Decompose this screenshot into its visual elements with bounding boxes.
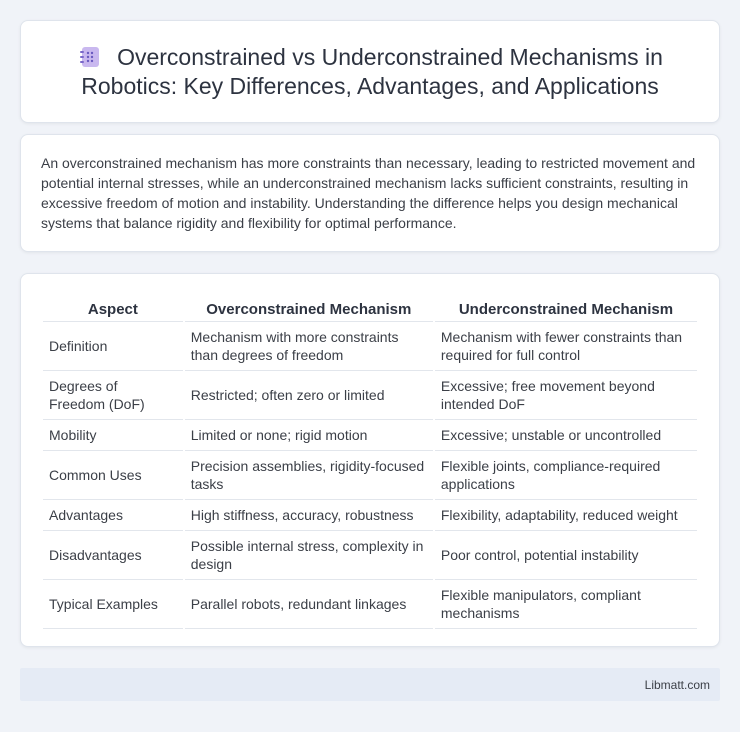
notebook-icon bbox=[77, 46, 103, 68]
row-underconstrained: Flexible joints, compliance-required applications bbox=[435, 451, 697, 500]
intro-card bbox=[20, 134, 720, 252]
table-row bbox=[43, 420, 697, 451]
table-row bbox=[43, 371, 697, 420]
title-card bbox=[20, 20, 720, 123]
row-overconstrained: Possible internal stress, complexity in design bbox=[185, 531, 433, 580]
row-underconstrained: Mechanism with fewer constraints than required for full control bbox=[435, 322, 697, 371]
row-overconstrained: Restricted; often zero or limited bbox=[185, 371, 433, 420]
row-overconstrained: Parallel robots, redundant linkages bbox=[185, 580, 433, 629]
comparison-card bbox=[20, 273, 720, 647]
row-aspect: Typical Examples bbox=[43, 580, 183, 629]
page-title bbox=[50, 43, 690, 101]
table-row bbox=[43, 531, 697, 580]
row-overconstrained: Limited or none; rigid motion bbox=[185, 420, 433, 451]
header-overconstrained: Overconstrained Mechanism bbox=[185, 294, 433, 322]
header-underconstrained: Underconstrained Mechanism bbox=[435, 294, 697, 322]
row-aspect: Definition bbox=[43, 322, 183, 371]
row-underconstrained: Poor control, potential instability bbox=[435, 531, 697, 580]
row-underconstrained: Flexible manipulators, compliant mechanisms bbox=[435, 580, 697, 629]
row-underconstrained: Excessive; unstable or uncontrolled bbox=[435, 420, 697, 451]
table-header-row bbox=[43, 294, 697, 322]
title-text: Overconstrained vs Underconstrained Mechanisms in Robotics: Key Differences, Advantages, and Applications bbox=[81, 43, 663, 99]
header-aspect: Aspect bbox=[43, 294, 183, 322]
table-row bbox=[43, 580, 697, 629]
row-overconstrained: Precision assemblies, rigidity-focused tasks bbox=[185, 451, 433, 500]
row-aspect: Mobility bbox=[43, 420, 183, 451]
row-underconstrained: Flexibility, adaptability, reduced weight bbox=[435, 500, 697, 531]
footer-brand-link[interactable]: Libmatt.com bbox=[644, 677, 710, 692]
row-underconstrained: Excessive; free movement beyond intended DoF bbox=[435, 371, 697, 420]
row-overconstrained: Mechanism with more constraints than degrees of freedom bbox=[185, 322, 433, 371]
table-row bbox=[43, 322, 697, 371]
table-row bbox=[43, 451, 697, 500]
table-row bbox=[43, 500, 697, 531]
row-aspect: Common Uses bbox=[43, 451, 183, 500]
comparison-table bbox=[41, 294, 699, 629]
intro-paragraph: An overconstrained mechanism has more constraints than necessary, leading to restricted movement and potential internal stresses, while an underconstrained mechanism lacks sufficient constraints, resulting in excessive freedom of motion and instability. Understanding the difference helps you design mechanical systems that balance rigidity and flexibility for optimal performance. bbox=[41, 155, 696, 231]
footer bbox=[20, 668, 720, 701]
row-overconstrained: High stiffness, accuracy, robustness bbox=[185, 500, 433, 531]
row-aspect: Disadvantages bbox=[43, 531, 183, 580]
row-aspect: Advantages bbox=[43, 500, 183, 531]
row-aspect: Degrees of Freedom (DoF) bbox=[43, 371, 183, 420]
